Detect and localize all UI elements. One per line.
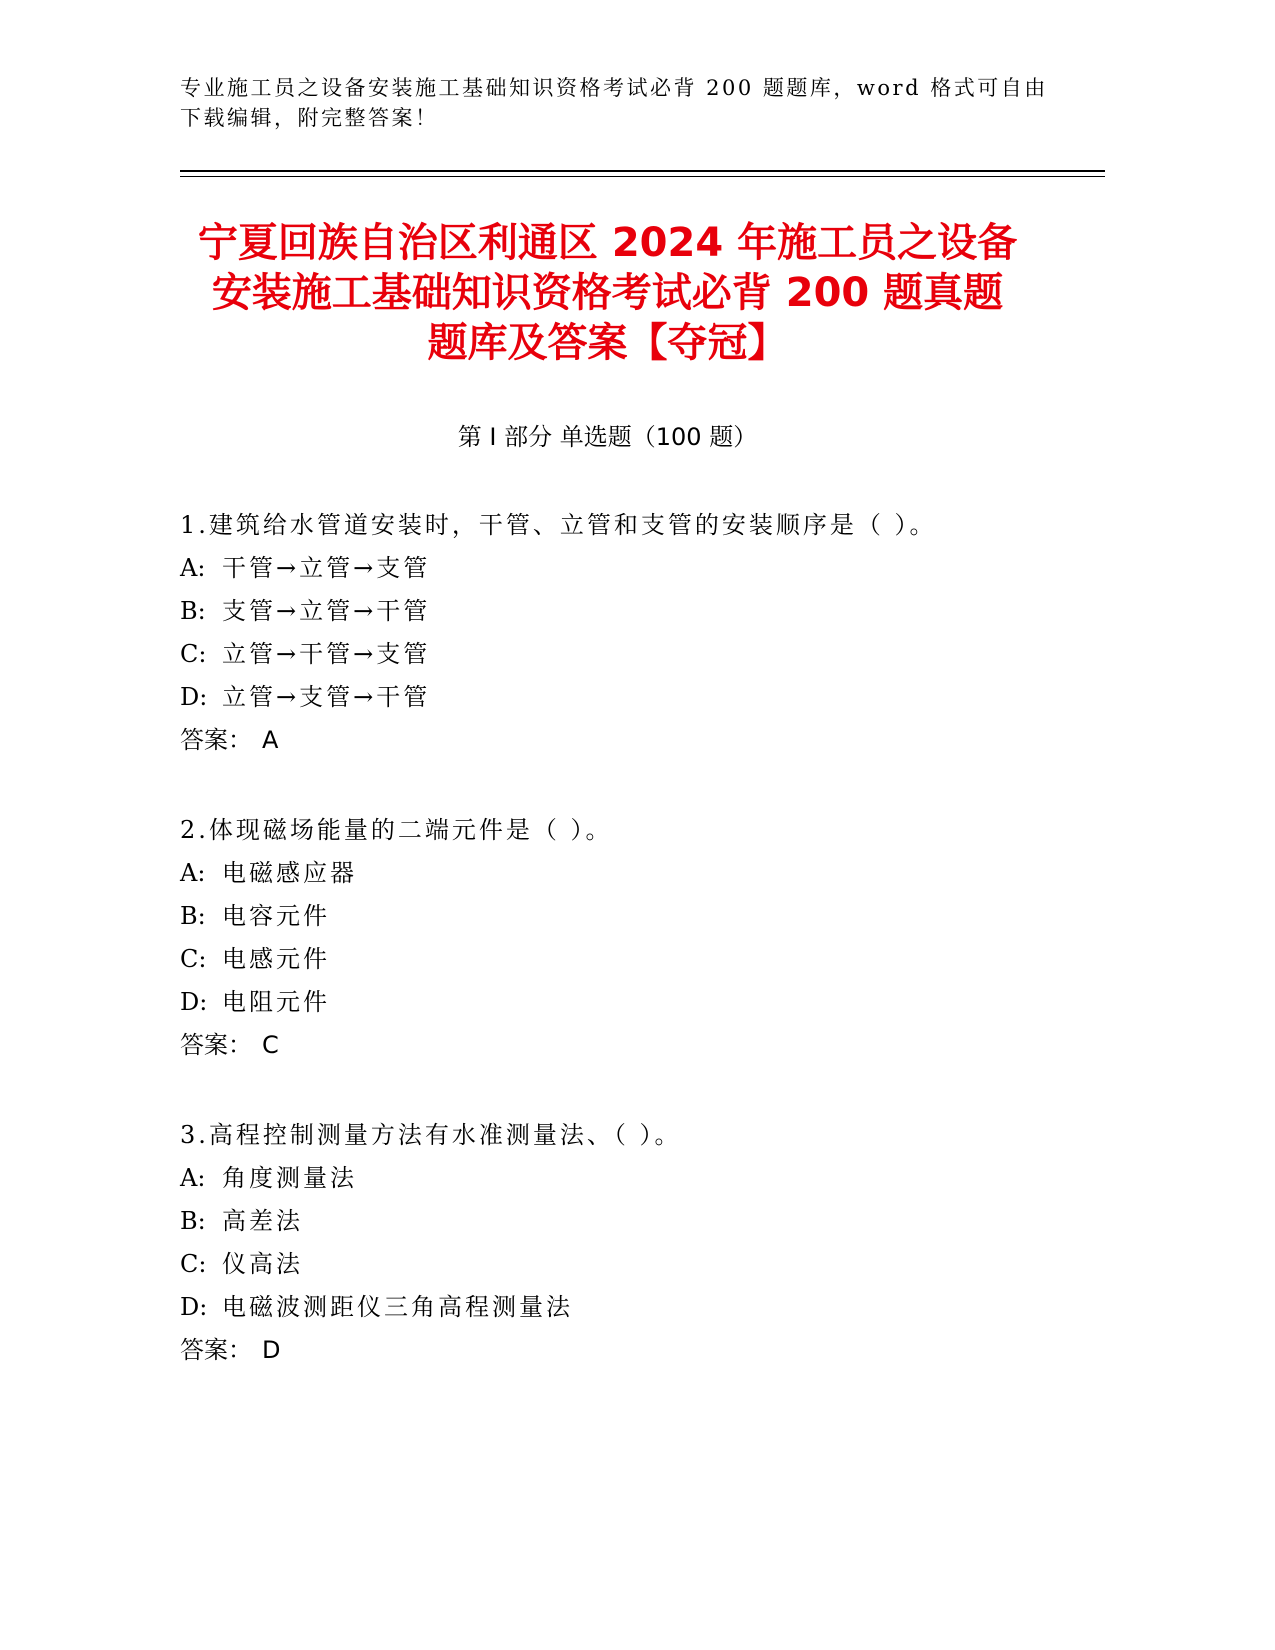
answer-line	[180, 1024, 1080, 1067]
option-c	[180, 633, 1080, 676]
option-text: 干管→立管→支管	[222, 554, 431, 582]
header-divider	[180, 170, 1105, 177]
option-label: B:	[180, 902, 206, 930]
option-text: 电磁波测距仪三角高程测量法	[222, 1293, 573, 1321]
answer-label: 答案：	[180, 1031, 252, 1059]
option-d	[180, 981, 1080, 1024]
question-stem: 2.体现磁场能量的二端元件是（ ）。	[180, 816, 613, 844]
header-note	[180, 73, 1060, 133]
option-label: C:	[180, 945, 207, 973]
option-c	[180, 938, 1080, 981]
option-label: B:	[180, 597, 206, 625]
title-line: 安装施工基础知识资格考试必背 200 题真题	[211, 270, 1004, 316]
option-a	[180, 547, 1080, 590]
option-b	[180, 895, 1080, 938]
option-label: D:	[180, 1293, 208, 1321]
option-text: 电感元件	[222, 945, 330, 973]
document-title	[180, 218, 1035, 368]
option-label: A:	[180, 859, 206, 887]
option-label: D:	[180, 683, 208, 711]
option-text: 支管→立管→干管	[222, 597, 431, 625]
title-line: 题库及答案【夺冠】	[427, 320, 788, 366]
option-a	[180, 852, 1080, 895]
answer-line	[180, 719, 1080, 762]
header-note-line: 下载编辑，附完整答案！	[180, 106, 439, 130]
answer-value: D	[262, 1336, 281, 1364]
option-c	[180, 1243, 1080, 1286]
option-label: C:	[180, 640, 207, 668]
answer-label: 答案：	[180, 726, 252, 754]
question-item	[180, 809, 1080, 1067]
option-text: 电容元件	[222, 902, 330, 930]
option-text: 电磁感应器	[222, 859, 357, 887]
answer-value: C	[262, 1031, 279, 1059]
option-label: D:	[180, 988, 208, 1016]
option-text: 高差法	[222, 1207, 303, 1235]
title-line: 宁夏回族自治区利通区 2024 年施工员之设备	[197, 220, 1018, 266]
option-label: B:	[180, 1207, 206, 1235]
answer-label: 答案：	[180, 1336, 252, 1364]
option-text: 仪高法	[222, 1250, 303, 1278]
option-b	[180, 590, 1080, 633]
option-text: 电阻元件	[222, 988, 330, 1016]
question-item	[180, 504, 1080, 762]
question-list	[180, 504, 1080, 1419]
option-d	[180, 676, 1080, 719]
option-label: A:	[180, 554, 206, 582]
option-text: 角度测量法	[222, 1164, 357, 1192]
option-label: A:	[180, 1164, 206, 1192]
question-stem: 3.高程控制测量方法有水准测量法、（ ）。	[180, 1121, 682, 1149]
option-text: 立管→干管→支管	[222, 640, 431, 668]
option-b	[180, 1200, 1080, 1243]
option-d	[180, 1286, 1080, 1329]
header-note-line: 专业施工员之设备安装施工基础知识资格考试必背 200 题题库，word 格式可自由	[180, 76, 1048, 100]
option-label: C:	[180, 1250, 207, 1278]
option-a	[180, 1157, 1080, 1200]
question-stem: 1.建筑给水管道安装时，干管、立管和支管的安装顺序是（ ）。	[180, 511, 937, 539]
answer-value: A	[262, 726, 279, 754]
option-text: 立管→支管→干管	[222, 683, 431, 711]
section-heading: 第 I 部分 单选题（100 题）	[457, 423, 758, 451]
answer-line	[180, 1329, 1080, 1372]
question-item	[180, 1114, 1080, 1372]
